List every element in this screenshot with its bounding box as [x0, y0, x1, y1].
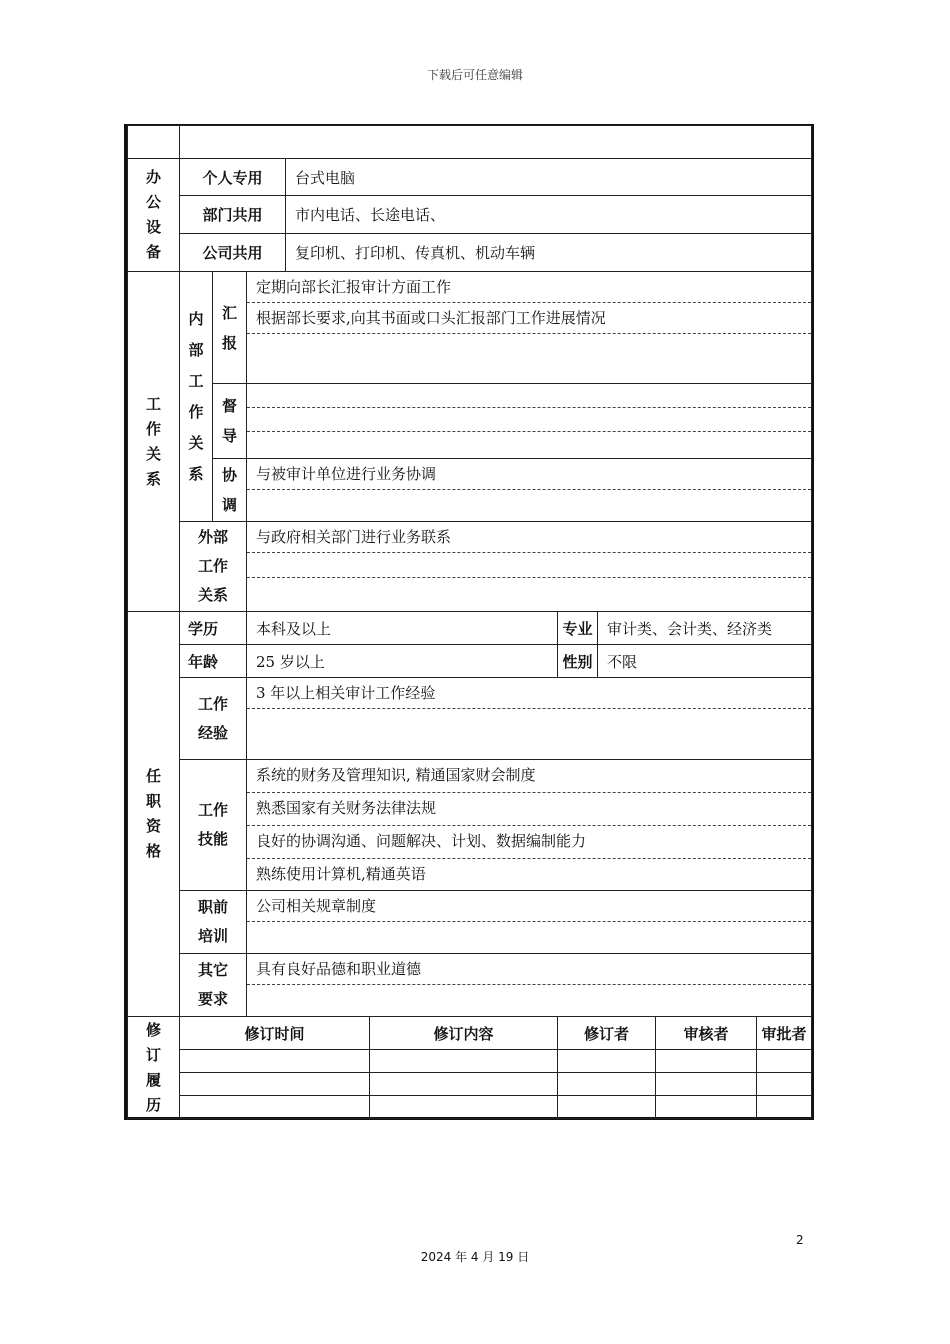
revision-time-header: 修订时间 [180, 1017, 370, 1050]
revision-row [128, 1096, 812, 1119]
report-content [247, 272, 812, 384]
major-label: 专业 [558, 612, 598, 645]
reviser-cell[interactable] [558, 1073, 656, 1096]
other-requirements-line [247, 985, 811, 1016]
company-shared-label: 公司共用 [180, 234, 286, 272]
age-row [128, 645, 812, 678]
top-blank-right [180, 126, 812, 159]
experience-content [247, 678, 812, 760]
department-shared-label: 部门共用 [180, 196, 286, 234]
other-requirements-content [247, 954, 812, 1017]
experience-row [128, 678, 812, 760]
header-note: 下载后可任意编辑 [426, 68, 523, 82]
revision-content-cell[interactable] [370, 1050, 558, 1073]
personal-use-value: 台式电脑 [286, 159, 812, 196]
page-number: 2 [796, 1233, 804, 1247]
coordinate-line [247, 490, 811, 521]
approver-cell[interactable] [757, 1050, 812, 1073]
coordinate-content [247, 459, 812, 522]
approver-cell[interactable] [757, 1096, 812, 1119]
approver-header: 审批者 [757, 1017, 812, 1050]
gender-label: 性别 [558, 645, 598, 678]
personal-use-label: 个人专用 [180, 159, 286, 196]
report-line [247, 334, 811, 365]
work-relations-report-row [128, 272, 812, 384]
training-content [247, 891, 812, 954]
reviser-cell[interactable] [558, 1096, 656, 1119]
other-requirements-row [128, 954, 812, 1017]
experience-label: 工作 经验 [180, 678, 247, 760]
revision-row [128, 1050, 812, 1073]
work-relations-coordinate-row [128, 459, 812, 522]
reviewer-header: 审核者 [656, 1017, 757, 1050]
coordinate-line: 与被审计单位进行业务协调 [247, 459, 811, 490]
skills-label: 工作 技能 [180, 760, 247, 891]
external-relations-label: 外部 工作 关系 [180, 522, 247, 612]
qualifications-section-label: 任 职 资 格 [128, 612, 180, 1017]
revision-time-cell[interactable] [180, 1073, 370, 1096]
department-shared-value: 市内电话、长途电话、 [286, 196, 812, 234]
work-relations-external-row [128, 522, 812, 612]
supervise-line [247, 384, 811, 408]
other-requirements-line: 具有良好品德和职业道德 [247, 954, 811, 985]
office-row-department [128, 196, 812, 234]
training-row [128, 891, 812, 954]
top-blank-left [128, 126, 180, 159]
supervise-label: 督 导 [213, 384, 247, 459]
reviser-header: 修订者 [558, 1017, 656, 1050]
work-relations-section-label: 工 作 关 系 [128, 272, 180, 612]
report-label: 汇 报 [213, 272, 247, 384]
age-value: 25 岁以上 [247, 645, 558, 678]
revision-row [128, 1073, 812, 1096]
external-line: 与政府相关部门进行业务联系 [247, 522, 811, 553]
footer-date: 2024 年 4 月 19 日 [420, 1250, 530, 1264]
revision-time-cell[interactable] [180, 1096, 370, 1119]
office-equipment-section-label: 办 公 设 备 [128, 159, 180, 272]
reviewer-cell[interactable] [656, 1050, 757, 1073]
internal-relations-label: 内 部 工 作 关 系 [180, 272, 213, 522]
experience-line [247, 709, 811, 740]
top-blank-row [128, 126, 812, 159]
external-relations-content [247, 522, 812, 612]
supervise-line [247, 408, 811, 432]
revision-time-cell[interactable] [180, 1050, 370, 1073]
report-line: 定期向部长汇报审计方面工作 [247, 272, 811, 303]
skills-line: 熟悉国家有关财务法律法规 [247, 793, 811, 826]
office-row-company [128, 234, 812, 272]
supervise-content [247, 384, 812, 459]
job-description-form [124, 124, 814, 1120]
training-label: 职前 培训 [180, 891, 247, 954]
reviewer-cell[interactable] [656, 1096, 757, 1119]
skills-row [128, 760, 812, 891]
work-relations-supervise-row [128, 384, 812, 459]
other-requirements-label: 其它 要求 [180, 954, 247, 1017]
training-line [247, 922, 811, 953]
form-table [127, 125, 812, 1119]
skills-line: 熟练使用计算机,精通英语 [256, 865, 426, 883]
revision-history-section-label: 修 订 履 历 [128, 1017, 180, 1119]
office-row-personal [128, 159, 812, 196]
skills-line: 良好的协调沟通、问题解决、计划、数据编制能力 [247, 826, 811, 859]
skills-line: 系统的财务及管理知识, 精通国家财会制度 [247, 760, 811, 793]
coordinate-label: 协 调 [213, 459, 247, 522]
experience-line: 3 年以上相关审计工作经验 [247, 678, 811, 709]
revision-header-row [128, 1017, 812, 1050]
reviewer-cell[interactable] [656, 1073, 757, 1096]
education-row [128, 612, 812, 645]
skills-content [247, 760, 812, 891]
reviser-cell[interactable] [558, 1050, 656, 1073]
revision-content-header: 修订内容 [370, 1017, 558, 1050]
gender-value: 不限 [598, 645, 812, 678]
approver-cell[interactable] [757, 1073, 812, 1096]
supervise-line [247, 432, 811, 456]
education-label: 学历 [180, 612, 247, 645]
revision-content-cell[interactable] [370, 1073, 558, 1096]
external-line [247, 578, 811, 603]
training-line: 公司相关规章制度 [247, 891, 811, 922]
report-line: 根据部长要求,向其书面或口头汇报部门工作进展情况 [247, 303, 811, 334]
company-shared-value: 复印机、打印机、传真机、机动车辆 [286, 234, 812, 272]
revision-content-cell[interactable] [370, 1096, 558, 1119]
education-value: 本科及以上 [247, 612, 558, 645]
age-label: 年龄 [180, 645, 247, 678]
external-line [247, 553, 811, 578]
major-value: 审计类、会计类、经济类 [598, 612, 812, 645]
